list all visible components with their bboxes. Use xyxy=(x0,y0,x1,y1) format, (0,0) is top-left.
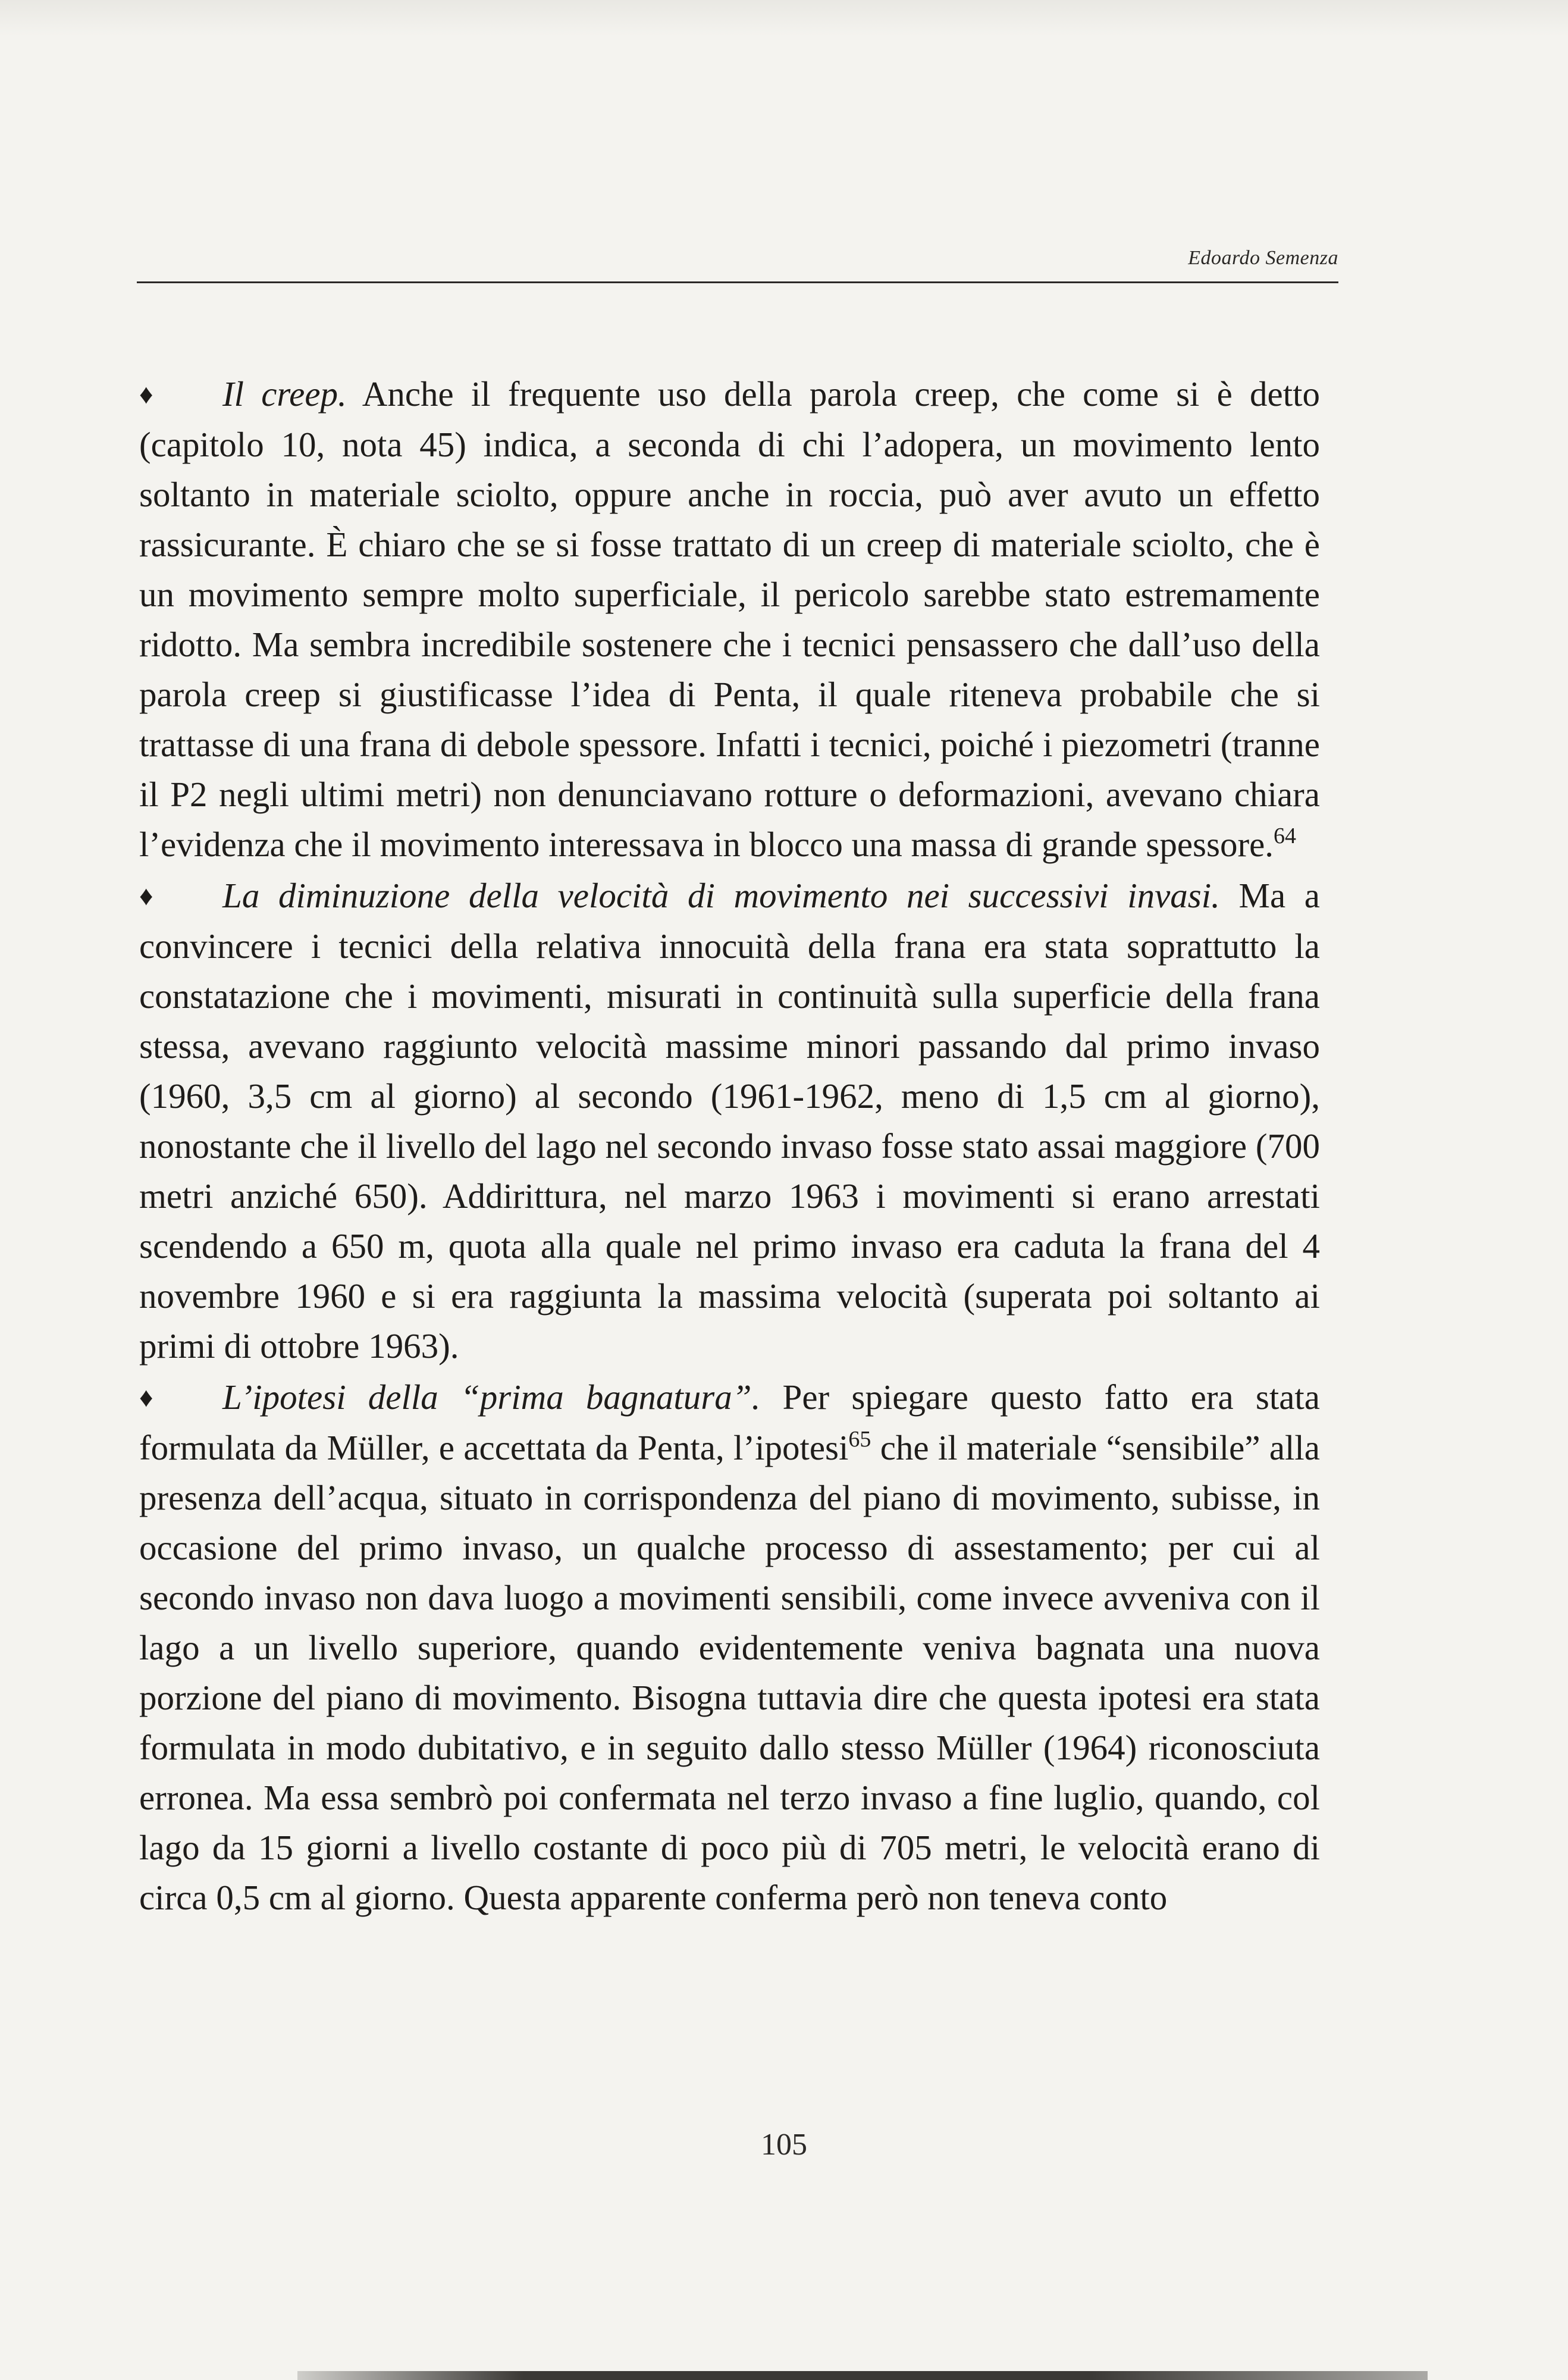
diamond-bullet-icon: ♦ xyxy=(139,1382,153,1413)
body-text xyxy=(139,369,1320,1924)
footnote-ref: 65 xyxy=(848,1427,871,1452)
header-author: Edoardo Semenza xyxy=(1188,247,1338,269)
paragraph-diminuzione xyxy=(139,870,1320,1371)
paragraph-body: Anche il frequente uso della parola creep, che come si è detto (capitolo 10, nota 45) indica, a seconda di chi l’adopera, un movimento lento soltanto in materiale sciolto, oppure anche in roccia, può aver avuto un effetto rassicurante. È chiaro che se si fosse trattato di un creep di materiale sciolto, che è un movimento sempre molto superficiale, il pericolo sarebbe stato estremamente ridotto. Ma sembra incredibile sostenere che i tecnici pensassero che dall’uso della parola creep si giustificasse l’idea di Penta, il quale riteneva probabile che si trattasse di una frana di debole spessore. Infatti i tecnici, poiché i piezometri (tranne il P2 negli ultimi metri) non denunciavano rotture o deformazioni, avevano chiara l’evidenza che il movimento interessava in blocco una massa di grande spessore. xyxy=(139,374,1320,864)
paragraph-body: Ma a convincere i tecnici della relativa innocuità della frana era stata soprattutto la constatazione che i movimenti, misurati in continuità sulla superficie della frana stessa, avevano raggiunto velocità massime minori passando dal primo invaso (1960, 3,5 cm al giorno) al secondo (1961-1962, meno di 1,5 cm al giorno), nonostante che il livello del lago nel secondo invaso fosse stato assai maggiore (700 metri anziché 650). Addirittura, nel marzo 1963 i movimenti si erano arrestati scendendo a 650 m, quota alla quale nel primo invaso era caduta la frana del 4 novembre 1960 e si era raggiunta la massima velocità (superata poi soltanto ai primi di ottobre 1963). xyxy=(139,876,1320,1366)
paragraph-body: Per spiegare questo fatto era stata formulata da Müller, e accettata da Penta, l’ipotesi xyxy=(139,1377,1320,1467)
paragraph-lead: La diminuzione della velocità di movimento nei successivi invasi. xyxy=(222,876,1220,915)
paragraph-lead: L’ipotesi della “prima bagnatura”. xyxy=(222,1377,761,1417)
page-bottom-edge xyxy=(297,2371,1428,2380)
paragraph-creep xyxy=(139,369,1320,869)
paragraph-tail: che il materiale “sensibile” alla presenza dell’acqua, situato in corrispondenza del piano di movimento, subisse, in occasione del primo invaso, un qualche processo di assestamento; per cui al secondo invaso non dava luogo a movimenti sensibili, come invece avveniva con il lago a un livello superiore, quando evidentemente veniva bagnata una nuova porzione del piano di movimento. Bisogna tuttavia dire che questa ipotesi era stata formulata in modo dubitativo, e in seguito dallo stesso Müller (1964) riconosciuta erronea. Ma essa sembrò poi confermata nel terzo invaso a fine luglio, quando, col lago da 15 giorni a livello costante di poco più di 705 metri, le velocità erano di circa 0,5 cm al giorno. Questa apparente conferma però non teneva conto xyxy=(139,1428,1320,1917)
paragraph-prima-bagnatura xyxy=(139,1372,1320,1922)
header-rule xyxy=(137,281,1338,283)
page-top-shadow xyxy=(0,0,1568,36)
running-header xyxy=(137,241,1338,277)
page-number: 105 xyxy=(761,2128,807,2162)
paragraph-lead: Il creep. xyxy=(222,374,347,414)
diamond-bullet-icon: ♦ xyxy=(139,881,153,911)
footnote-ref: 64 xyxy=(1274,823,1297,848)
diamond-bullet-icon: ♦ xyxy=(139,379,153,409)
